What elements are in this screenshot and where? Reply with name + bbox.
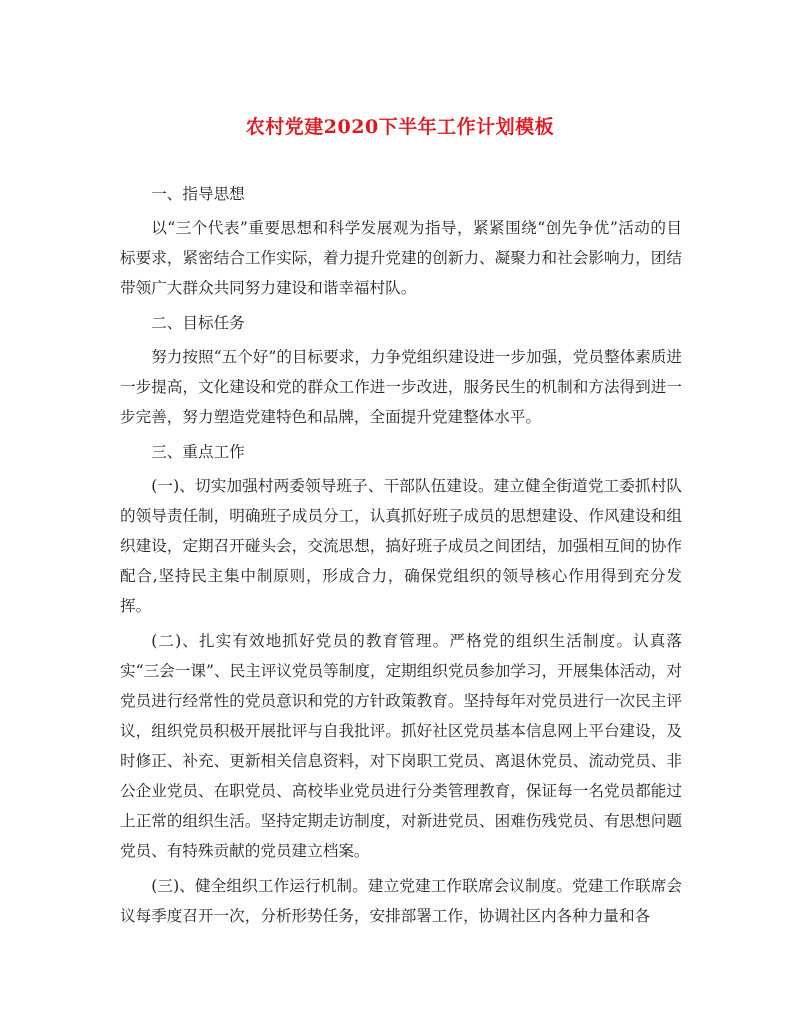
- document-body: [120, 175, 682, 936]
- section-heading-guiding-thought: 一、指导思想: [151, 185, 245, 203]
- paragraph-guiding-thought: 以“三个代表”重要思想和科学发展观为指导，紧紧围绕“创先争优”活动的目标要求，紧密结合工作实际，着力提升党建的创新力、凝聚力和社会影响力，团结带领广大群众共同努力建设和谐幸福村队。: [120, 219, 682, 297]
- document-title: 农村党建2020下半年工作计划模板: [245, 116, 555, 138]
- paragraph-key-work-1: (一)、切实加强村两委领导班子、干部队伍建设。建立健全街道党工委抓村队的领导责任制，明确班子成员分工，认真抓好班子成员的思想建设、作风建设和组织建设，定期召开碰头会，交流思想，搞好班子成员之间团结，加强相互间的协作配合,坚持民主集中制原则，形成合力，确保党组织的领导核心作用得到充分发挥。: [120, 477, 682, 615]
- section-heading-key-work: 三、重点工作: [151, 443, 245, 461]
- section-heading-objectives: 二、目标任务: [151, 314, 245, 332]
- paragraph-objectives: 努力按照“五个好”的目标要求，力争党组织建设进一步加强，党员整体素质进一步提高，文化建设和党的群众工作进一步改进，服务民生的机制和方法得到进一步完善，努力塑造党建特色和品牌，全面提升党建整体水平。: [120, 348, 682, 426]
- paragraph-key-work-2: (二)、扎实有效地抓好党员的教育管理。严格党的组织生活制度。认真落实“三会一课”、民主评议党员等制度，定期组织党员参加学习，开展集体活动，对党员进行经常性的党员意识和党的方针政策教育。坚持每年对党员进行一次民主评议，组织党员积极开展批评与自我批评。抓好社区党员基本信息网上平台建设，及时修正、补充、更新相关信息资料，对下岗职工党员、离退休党员、流动党员、非公企业党员、在职党员、高校毕业党员进行分类管理教育，保证每一名党员都能过上正常的组织生活。坚持定期走访制度，对新进党员、困难伤残党员、有思想问题党员、有特殊贡献的党员建立档案。: [120, 632, 682, 860]
- paragraph-key-work-3: (三)、健全组织工作运行机制。建立党建工作联席会议制度。党建工作联席会议每季度召开一次，分析形势任务，安排部署工作，协调社区内各种力量和各: [120, 877, 682, 925]
